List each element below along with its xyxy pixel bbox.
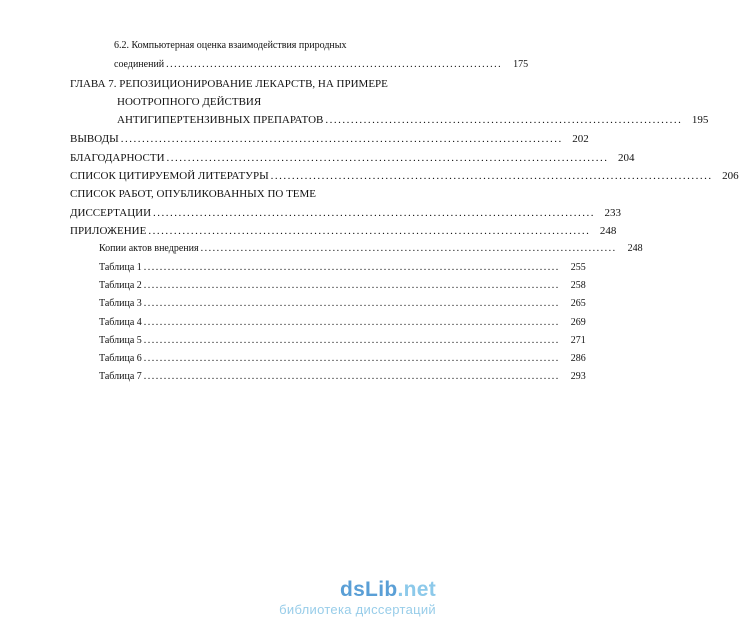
dot-leader: ........................................................................................................ [270,170,713,182]
dot-leader: ........................................................................................................ [120,133,563,145]
toc-appendix-item [99,280,586,291]
logo-text-main: dsLib [339,578,398,601]
toc-entry-label: Таблица 3 [99,298,142,309]
dot-leader: ........................................................................................................ [143,262,560,273]
toc-references [70,170,739,182]
toc-page-number: 255 [570,262,586,273]
toc-page-number: 248 [599,225,617,237]
logo-text-domain: .net [397,578,436,601]
toc-entry-label: ДИССЕРТАЦИИ [70,207,152,219]
toc-page-number: 195 [691,114,709,126]
toc-entry-label: Таблица 6 [99,353,142,364]
toc-appendix [70,225,617,237]
toc-appendix-item [99,353,586,364]
toc-entry-6-2-line1: 6.2. Компьютерная оценка взаимодействия природных [114,40,347,51]
toc-entry-label: ВЫВОДЫ [70,133,119,145]
toc-chapter-7-line2: НООТРОПНОГО ДЕЙСТВИЯ [117,96,262,108]
toc-chapter-7 [117,114,709,126]
toc-entry-label: Таблица 4 [99,317,142,328]
toc-entry-label: СПИСОК ЦИТИРУЕМОЙ ЛИТЕРАТУРЫ [70,170,269,182]
toc-entry-label: БЛАГОДАРНОСТИ [70,152,165,164]
dot-leader: ........................................................................................................ [166,152,609,164]
toc-acknowledgements [70,152,635,164]
dslib-watermark[interactable] [279,579,436,617]
toc-entry-label: Копии актов внедрения [99,243,199,254]
toc-entry-label: соединений [114,59,165,70]
toc-page-number: 175 [513,59,529,70]
toc-appendix-item [99,262,586,273]
toc-publications [70,207,622,219]
toc-appendix-item [99,335,586,346]
dot-leader: ........................................................................................................ [143,280,560,291]
toc-entry-label: АНТИГИПЕРТЕНЗИВНЫХ ПРЕПАРАТОВ [117,114,324,126]
dot-leader: ........................................................................................................ [143,353,560,364]
toc-appendix-item [99,243,643,254]
toc-entry-label: Таблица 7 [99,371,142,382]
dot-leader: ........................................................................................................ [148,225,591,237]
dot-leader: ........................................................................................................ [153,207,596,219]
dslib-logo [279,579,436,600]
toc-page-number: 258 [570,280,586,291]
toc-page-number: 202 [572,133,589,145]
toc-page-number: 248 [627,243,643,254]
toc-page-number: 293 [570,371,586,382]
toc-appendix-item [99,298,586,309]
toc-conclusions [70,133,589,145]
toc-appendix-item [99,371,586,382]
toc-entry-label: Таблица 5 [99,335,142,346]
toc-entry-label: Таблица 1 [99,262,142,273]
toc-page-number: 206 [722,170,739,182]
toc-entry-label: Таблица 2 [99,280,142,291]
dot-leader: ........................................................................................................ [143,335,560,346]
toc-page-number: 233 [604,207,622,219]
toc-page-number: 265 [570,298,586,309]
toc-entry-label: ПРИЛОЖЕНИЕ [70,225,147,237]
toc-entry-6-2 [114,59,529,70]
dot-leader: ........................................................................................................ [200,243,617,254]
toc-page-number: 204 [618,152,635,164]
dot-leader: .................................................................................... [325,114,683,126]
watermark-subtitle: библиотека диссертаций [279,602,436,617]
dot-leader: ........................................................................................................ [143,298,560,309]
toc-publications-line1: СПИСОК РАБОТ, ОПУБЛИКОВАННЫХ ПО ТЕМЕ [70,188,317,200]
toc-page-number: 269 [570,317,586,328]
dot-leader: ........................................................................................................ [143,317,560,328]
toc-page-number: 271 [570,335,586,346]
dot-leader: .................................................................................... [166,59,503,70]
toc-appendix-item [99,317,586,328]
toc-page-number: 286 [570,353,586,364]
dot-leader: ........................................................................................................ [143,371,560,382]
toc-chapter-7-line1: ГЛАВА 7. РЕПОЗИЦИОНИРОВАНИЕ ЛЕКАРСТВ, НА ПРИМЕРЕ [70,78,388,90]
